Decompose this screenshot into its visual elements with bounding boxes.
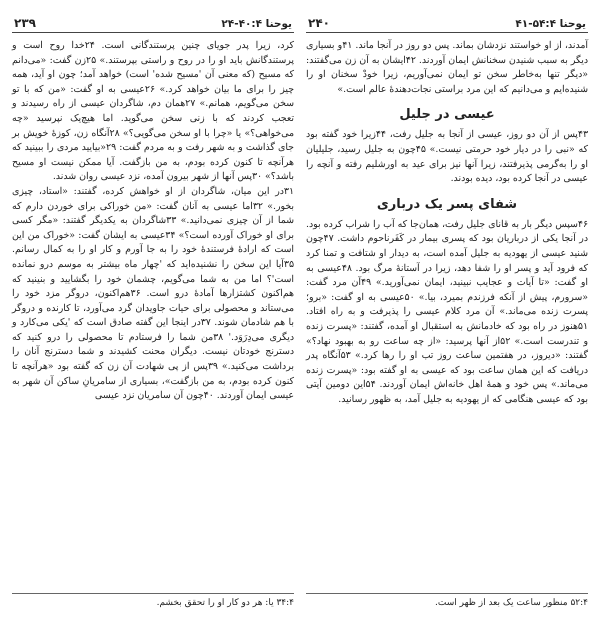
right-page-body [306, 33, 588, 407]
right-paragraph: ۴۶سپس دیگر بار به قانای جلیل رفت، همان‌جا که آب را شراب کرده بود. در آنجا یکی از درباریان بود که پسری بیمار در کَفَرناحوم داشت. ۴۷چون شنید عیسی از یهودیه به جلیل آمده است، به دیدار او شتافت و تمنا کرد که فرود آید و پسر او را شفا دهد، زیرا در آستانهٔ مرگ بود. ۴۸عیسی به او گفت: «تا آیات و عجایب نبینید، ایمان نمی‌آورید.» ۴۹آن مرد گفت: «سرورم، پیش از آنکه فرزندم بمیرد، بیا.» ۵۰عیسی به او گفت: «برو؛ پسرت زنده می‌ماند.» آن مرد کلام عیسی را پذیرفت و به راه افتاد. ۵۱هنوز در راه بود که خادمانش به استقبال او آمده، گفتند: «پسرت زنده و تندرست است.» ۵۲از آنها پرسید: «از چه ساعت رو به بهبود نهاد؟» گفتند: «دیروز، در هفتمین ساعت روز تب او را رها کرد.» ۵۳آنگاه پدر دریافت که این همان ساعت بود که عیسی به او گفته بود: «پسرت زنده می‌ماند.» پس خود و همهٔ اهل خانه‌اش ایمان آوردند. ۵۴این دومین آیتی بود که عیسی هنگامی که از یهودیه به جلیل آمد، به ظهور رسانید. [306, 218, 589, 405]
left-page-number: ۲۳۹ [14, 16, 36, 30]
right-page-number: ۲۴۰ [308, 16, 330, 30]
right-page [306, 0, 588, 626]
left-page-header [12, 8, 294, 33]
left-paragraph: کرد، زیرا پدر جویای چنین پرستندگانی است. ۲۴خدا روح است و پرستندگانش باید او را در روح و راستی بپرستند.» ۲۵زن گفت: «می‌دانم که مسیح (که معنی آن 'مسیح شده' است) خواهد آمد؛ چون او آید، همه چیز را برای ما بیان خواهد کرد.» ۲۶عیسی به او گفت: «من که با تو سخن می‌گویم، همانم.» ۲۷همان دم، شاگردان عیسی از راه رسیدند و تعجب کردند که با زنی سخن می‌گوید. اما هیچ‌یک نپرسید «چه می‌خواهی؟» یا «چرا با او سخن می‌گویی؟» ۲۸آنگاه زن، کوزهٔ خویش بر جای گذاشت و به شهر رفت و به مردم گفت: ۲۹«بیایید مردی را ببینید که هرآنچه تا کنون کرده بودم، به من بازگفت. آیا ممکن نیست او مسیح باشد؟» ۳۰پس آنها از شهر بیرون آمده، نزد عیسی روان شدند. [12, 40, 295, 183]
right-paragraph: ۴۳پس از آن دو روز، عیسی از آنجا به جلیل رفت، ۴۴زیرا خود گفته بود که «نبی را در دیار خود حرمتی نیست.» ۴۵چون به جلیل رسید، جلیلیان او را به‌گرمی پذیرفتند، زیرا آنها نیز برای عید به اورشلیم رفته و آنچه را عیسی در آنجا کرده بود، دیده بودند. [306, 129, 588, 185]
right-paragraph: آمدند، از او خواستند نزدشان بماند. پس دو روز در آنجا ماند. ۴۱و بسیاری دیگر به سبب شنیدن سخنانش ایمان آوردند. ۴۲ایشان به آن زن می‌گفتند: «دیگر تنها به‌خاطر سخن تو ایمان نمی‌آوریم، زیرا خودْ سخنان او را شنیده‌ایم و می‌دانیم که این مرد براستی نجات‌دهندهٔ عالم است.» [306, 40, 589, 95]
left-page-body [12, 33, 294, 404]
right-page-header [306, 8, 588, 33]
left-footnote: ۳۴:۴ یا: هر دو کار او را تحقق بخشم. [12, 593, 294, 608]
left-page-reference: یوحنا ۴:‏۲۴-۴۰ [221, 18, 292, 30]
section-heading: عیسی در جلیل [399, 107, 495, 123]
right-footnote: ۵۲:۴ منظور ساعت یک بعد از ظهر است. [306, 593, 588, 608]
right-page-reference: یوحنا ۴:‏۴۱-۵۴ [515, 18, 586, 30]
left-page [12, 0, 294, 626]
section-heading: شفای پسر یک درباری [376, 196, 518, 212]
left-paragraph: ۳۱در این میان، شاگردان از او خواهش کرده، گفتند: «استاد، چیزی بخور.» ۳۲اما عیسی به آنان گفت: «من خوراکی برای خوردن دارم که شما از آن چیزی نمی‌دانید.» ۳۳شاگردان به یکدیگر گفتند: «مگر کسی برای او خوراک آورده است؟» ۳۴عیسی به ایشان گفت: «خوراک من این است که ارادهٔ فرستندهٔ خود را به جا آورم و کار او را به کمال رسانم. ۳۵آیا این سخن را نشنیده‌اید که 'چهار ماه بیشتر به موسم درو نمانده است'؟ اما من به شما می‌گویم، چشمان خود را بگشایید و بنینید که هم‌اکنون کشتزارها آمادهٔ درو است. ۳۶هم‌اکنون، دروگر مزد خود را می‌ستاند و محصولی برای حیات جاویدان گرد می‌آورد، تا کارنده و دروگر با هم شادمان شوند. ۳۷در اینجا این گفته صادق است که 'یکی می‌کارد و دیگری می‌دِرَوَد.' ۳۸من شما را فرستادم تا محصولی را درو کنید که دسترنج خودتان نیست. دیگران محنت کشیدند و شما دسترنج آنان را برداشت می‌کنید.» ۳۹پس از پی شهادت آن زن که گفته بود «هرآنچه تا کنون کرده بودم، به من بازگفت»، بسیاری از سامریانِ ساکن آن شهر به عیسی ایمان آوردند. ۴۰چون آن سامریان نزد عیسی [12, 185, 295, 402]
